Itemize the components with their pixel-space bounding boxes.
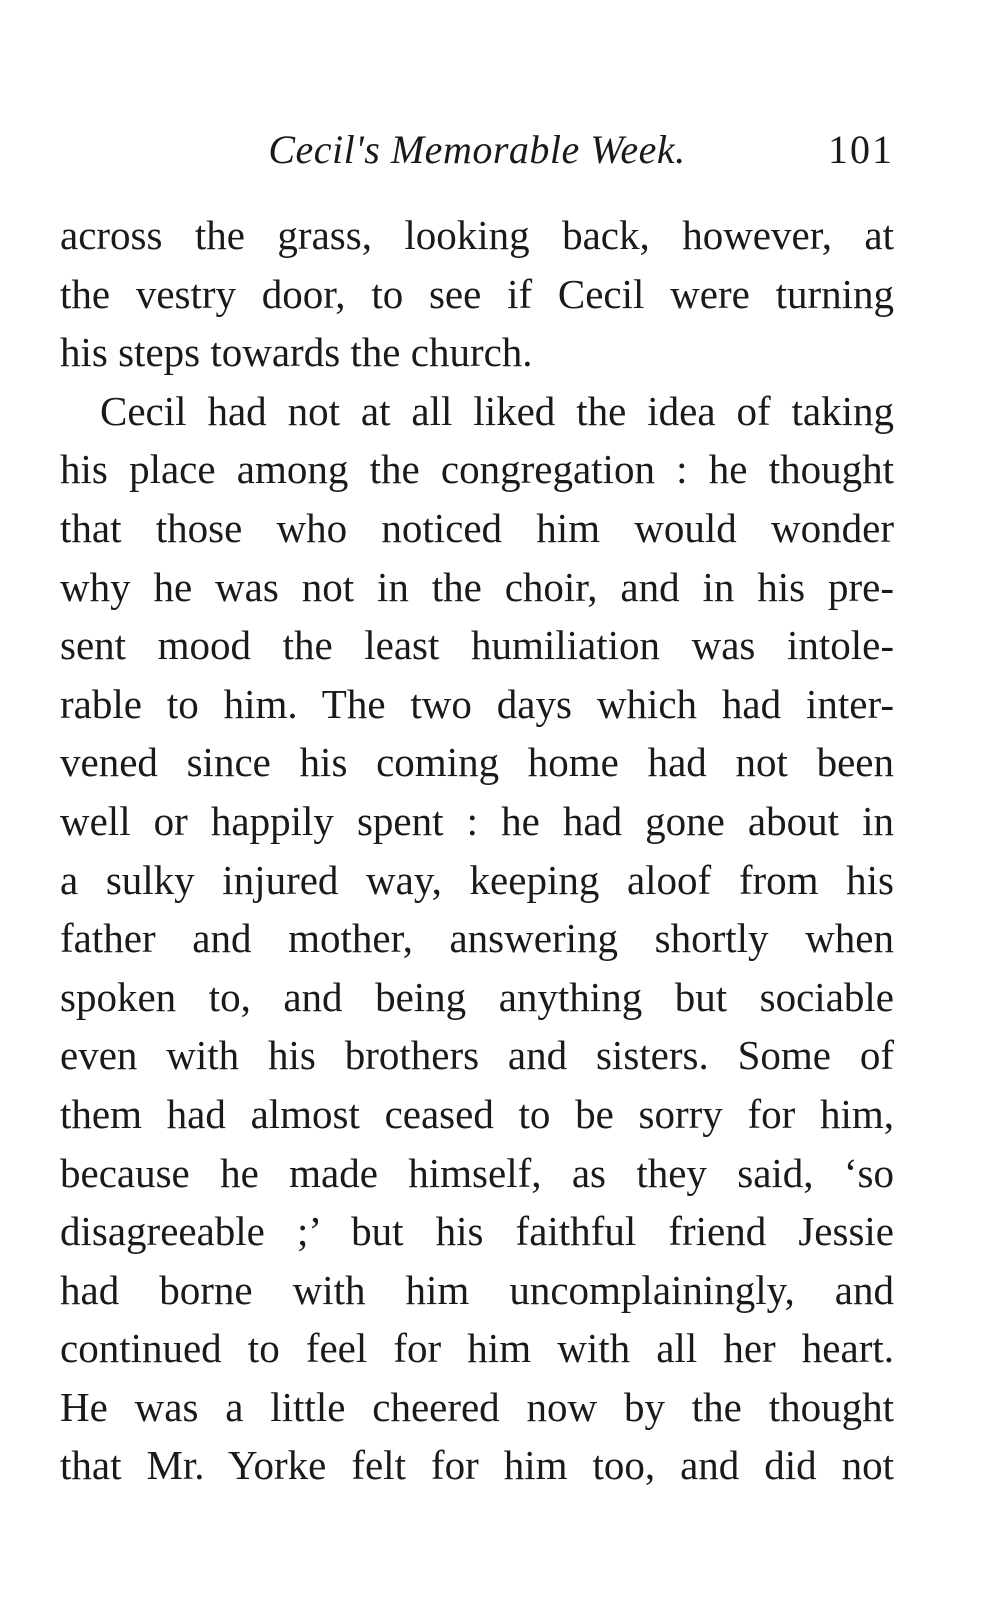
text-line: because he made himself, as they said, ‘so <box>60 1149 894 1196</box>
text-line: even with his brothers and sisters. Some of <box>60 1032 894 1079</box>
running-title: Cecil's Memorable Week. <box>268 127 686 172</box>
text-line: his steps towards the church. <box>60 329 533 376</box>
text-line: why he was not in the choir, and in his pre- <box>60 563 894 610</box>
text-line: his place among the congregation : he thought <box>60 446 894 493</box>
text-line: vened since his coming home had not been <box>60 739 894 786</box>
text-line: He was a little cheered now by the thought <box>60 1383 894 1430</box>
text-line: continued to feel for him with all her heart. <box>60 1325 894 1372</box>
text-line: a sulky injured way, keeping aloof from his <box>60 856 894 903</box>
text-line: that those who noticed him would wonder <box>60 504 894 551</box>
text-line: the vestry door, to see if Cecil were turning <box>60 270 894 317</box>
text-line: father and mother, answering shortly when <box>60 915 894 962</box>
text-line: had borne with him uncomplainingly, and <box>60 1266 894 1313</box>
text-line: disagreeable ;’ but his faithful friend Jessie <box>60 1208 894 1255</box>
text-line: that Mr. Yorke felt for him too, and did not <box>60 1442 894 1489</box>
paragraph-start-line: Cecil had not at all liked the idea of taking <box>100 387 894 434</box>
text-line: sent mood the least humiliation was intole- <box>60 622 894 669</box>
page-number: 101 <box>828 127 894 172</box>
text-line: well or happily spent : he had gone about in <box>60 797 894 844</box>
text-line: spoken to, and being anything but sociable <box>60 973 894 1020</box>
text-line: across the grass, looking back, however, at <box>60 212 894 258</box>
body-text <box>60 206 894 1495</box>
text-line: them had almost ceased to be sorry for him, <box>60 1090 894 1137</box>
text-line: rable to him. The two days which had inter- <box>60 680 894 727</box>
running-head <box>60 126 894 186</box>
